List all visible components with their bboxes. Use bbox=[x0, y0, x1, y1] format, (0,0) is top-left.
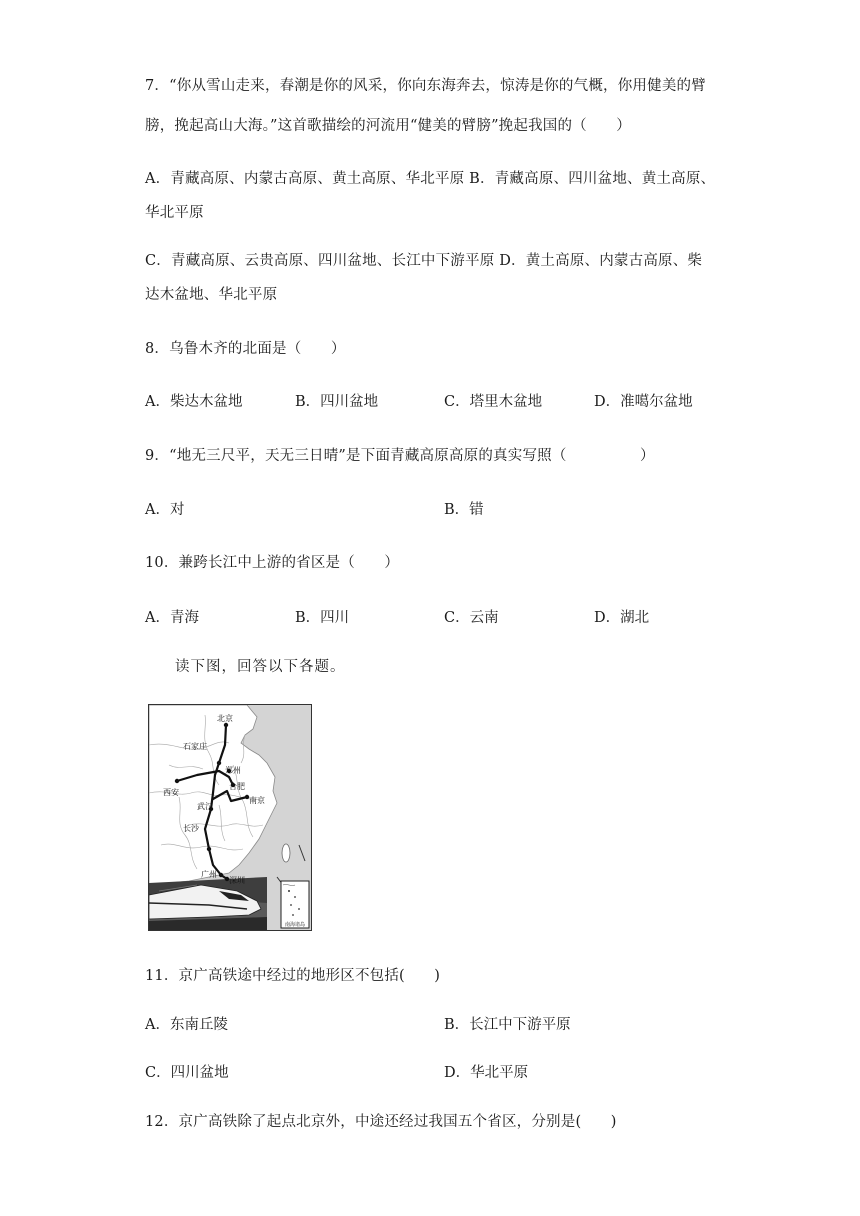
q10-option-c: C．云南 bbox=[444, 610, 499, 626]
railway-map bbox=[148, 704, 312, 931]
q7-stem-line2: 膀，挽起高山大海。”这首歌描绘的河流用“健美的臂膀”挽起我国的（ ） bbox=[145, 118, 631, 134]
q8-option-d: D．准噶尔盆地 bbox=[594, 394, 693, 410]
q9-option-b: B．错 bbox=[444, 502, 484, 518]
q10-option-a: A．青海 bbox=[145, 610, 199, 626]
city-label-hefei: 合肥 bbox=[229, 782, 245, 791]
south-china-sea-inset bbox=[281, 881, 309, 928]
city-label-xian: 西安 bbox=[163, 788, 179, 797]
q11-option-d: D．华北平原 bbox=[444, 1065, 529, 1081]
q10-option-b: B．四川 bbox=[295, 610, 350, 626]
city-label-wuhan: 武汉 bbox=[197, 802, 213, 811]
q11-option-a: A．东南丘陵 bbox=[145, 1017, 228, 1033]
q10-option-d: D．湖北 bbox=[594, 610, 650, 626]
train-photo bbox=[149, 877, 267, 930]
q11-option-b: B．长江中下游平原 bbox=[444, 1017, 571, 1033]
city-label-shijiazhuang: 石家庄 bbox=[183, 742, 207, 751]
city-label-nanjing: 南京 bbox=[249, 796, 265, 805]
q10-stem: 10．兼跨长江中上游的省区是（ ） bbox=[145, 555, 400, 571]
inset-label: 南海诸岛 bbox=[284, 922, 306, 928]
city-label-beijing: 北京 bbox=[217, 714, 233, 723]
q9-option-a: A．对 bbox=[145, 502, 185, 518]
railway-map-svg bbox=[149, 705, 311, 930]
q8-option-b: B．四川盆地 bbox=[295, 394, 379, 410]
q8-stem: 8．乌鲁木齐的北面是（ ） bbox=[145, 341, 346, 357]
city-label-changsha: 长沙 bbox=[183, 824, 199, 833]
q7-stem-line1: 7．“你从雪山走来，春潮是你的风采，你向东海奔去，惊涛是你的气概，你用健美的臂 bbox=[145, 78, 706, 94]
q11-stem: 11．京广高铁途中经过的地形区不包括( ) bbox=[145, 968, 441, 984]
q7-options-ab-line2: 华北平原 bbox=[145, 205, 204, 221]
reading-intro: 读下图，回答以下各题。 bbox=[175, 659, 346, 675]
q11-option-c: C．四川盆地 bbox=[145, 1065, 229, 1081]
q9-stem: 9．“地无三尺平，天无三日晴”是下面青藏高原高原的真实写照（ ） bbox=[145, 448, 655, 464]
q8-option-c: C．塔里木盆地 bbox=[444, 394, 543, 410]
city-label-guangzhou: 广州 bbox=[201, 870, 217, 879]
q7-options-ab-line1: A．青藏高原、内蒙古高原、黄土高原、华北平原 B．青藏高原、四川盆地、黄土高原、 bbox=[145, 171, 716, 187]
taiwan-island bbox=[282, 844, 290, 862]
city-label-zhengzhou: 郑州 bbox=[225, 766, 241, 775]
city-label-shenzhen: 深圳 bbox=[229, 876, 245, 885]
q7-options-cd-line2: 达木盆地、华北平原 bbox=[145, 287, 278, 303]
q12-stem: 12．京广高铁除了起点北京外，中途还经过我国五个省区，分别是( ) bbox=[145, 1114, 617, 1130]
q7-options-cd-line1: C．青藏高原、云贵高原、四川盆地、长江中下游平原 D．黄土高原、内蒙古高原、柴 bbox=[145, 253, 703, 269]
q8-option-a: A．柴达木盆地 bbox=[145, 394, 243, 410]
